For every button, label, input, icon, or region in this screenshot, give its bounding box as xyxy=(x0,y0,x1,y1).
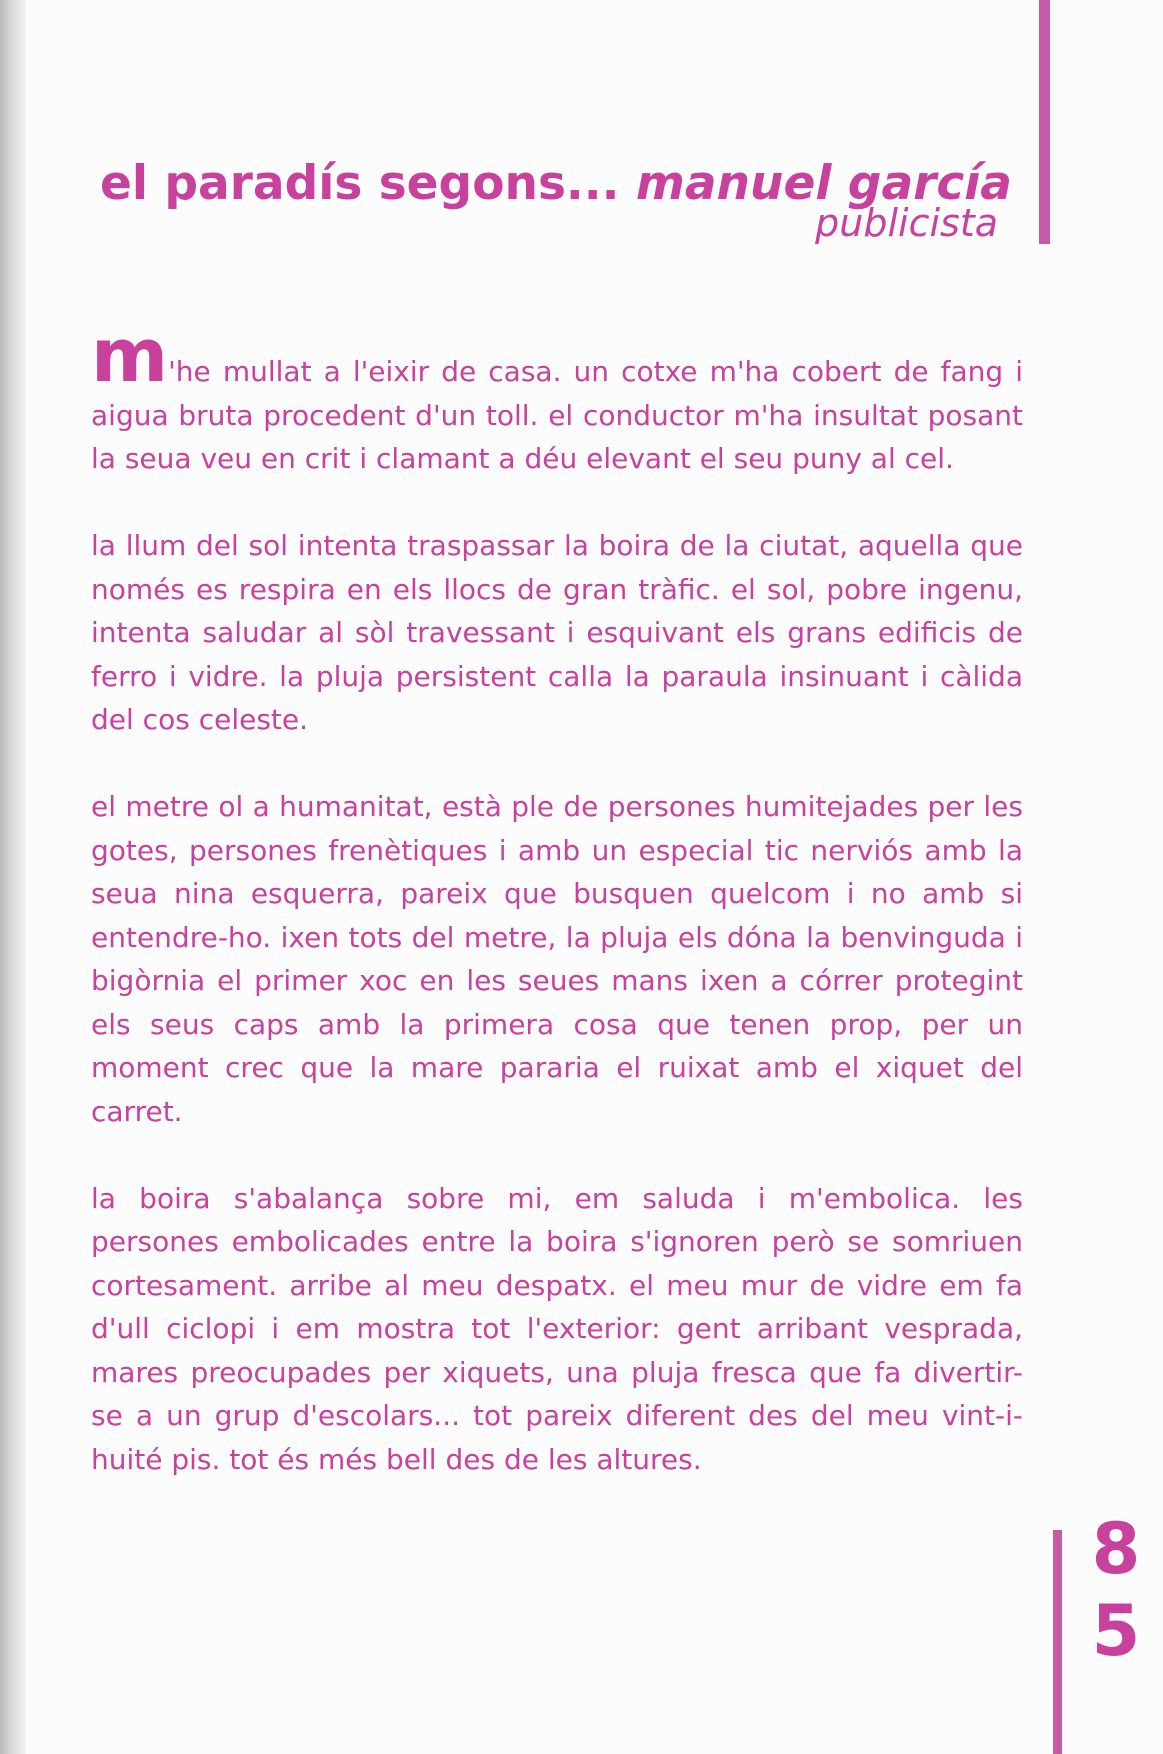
drop-cap: m xyxy=(91,313,169,399)
paragraph-1-text: 'he mullat a l'eixir de casa. un cotxe m'ha cobert de fang i aigua bruta procedent d'un toll. el conductor m'ha insultat posant la seua veu en crit i clamant a déu elevant el seu puny al cel. xyxy=(91,355,1023,475)
page-gutter-shadow xyxy=(0,0,26,1754)
paragraph-4: la boira s'abalança sobre mi, em saluda i m'embolica. les persones embolicades entre la boira s'ignoren però se somriuen cortesament. arribe al meu despatx. el meu mur de vidre em fa d'ull ciclopi i em mostra tot l'exterior: gent arribant vesprada, mares preocupades per xiquets, una pluja fresca que fa divertir-se a un grup d'escolars... tot pareix diferent des del meu vint-i-huité pis. tot és més bell des de les altures. xyxy=(91,1181,1023,1476)
author-profession: publicista xyxy=(815,201,998,245)
author-name: manuel garcía xyxy=(635,156,1013,211)
page-number-accent-bar xyxy=(1053,1530,1062,1754)
title-prefix: el paradís segons... xyxy=(100,156,636,211)
article-header xyxy=(100,156,1013,245)
article-body xyxy=(91,313,1023,1481)
paragraph-1 xyxy=(91,313,1023,481)
paragraph-2: la llum del sol intenta traspassar la boira de la ciutat, aquella que només es respira en els llocs de gran tràfic. el sol, pobre ingenu, intenta saludar al sòl travessant i esquivant els grans edificis de ferro i vidre. la pluja persistent calla la paraula insinuant i càlida del cos celeste. xyxy=(91,529,1023,736)
page-number-digit: 5 xyxy=(1091,1590,1141,1672)
header-accent-bar xyxy=(1039,0,1050,244)
page-number-digit: 8 xyxy=(1091,1508,1141,1590)
page-number xyxy=(1080,1508,1152,1672)
paragraph-3: el metre ol a humanitat, està ple de persones humitejades per les gotes, persones frenètiques i amb un especial tic nerviós amb la seua nina esquerra, pareix que busquen quelcom i no amb si entendre-ho. ixen tots del metre, la pluja els dóna la benvinguda i bigòrnia el primer xoc en les seues mans ixen a córrer protegint els seus caps amb la primera cosa que tenen prop, per un moment crec que la mare pararia el ruixat amb el xiquet del carret. xyxy=(91,790,1023,1128)
